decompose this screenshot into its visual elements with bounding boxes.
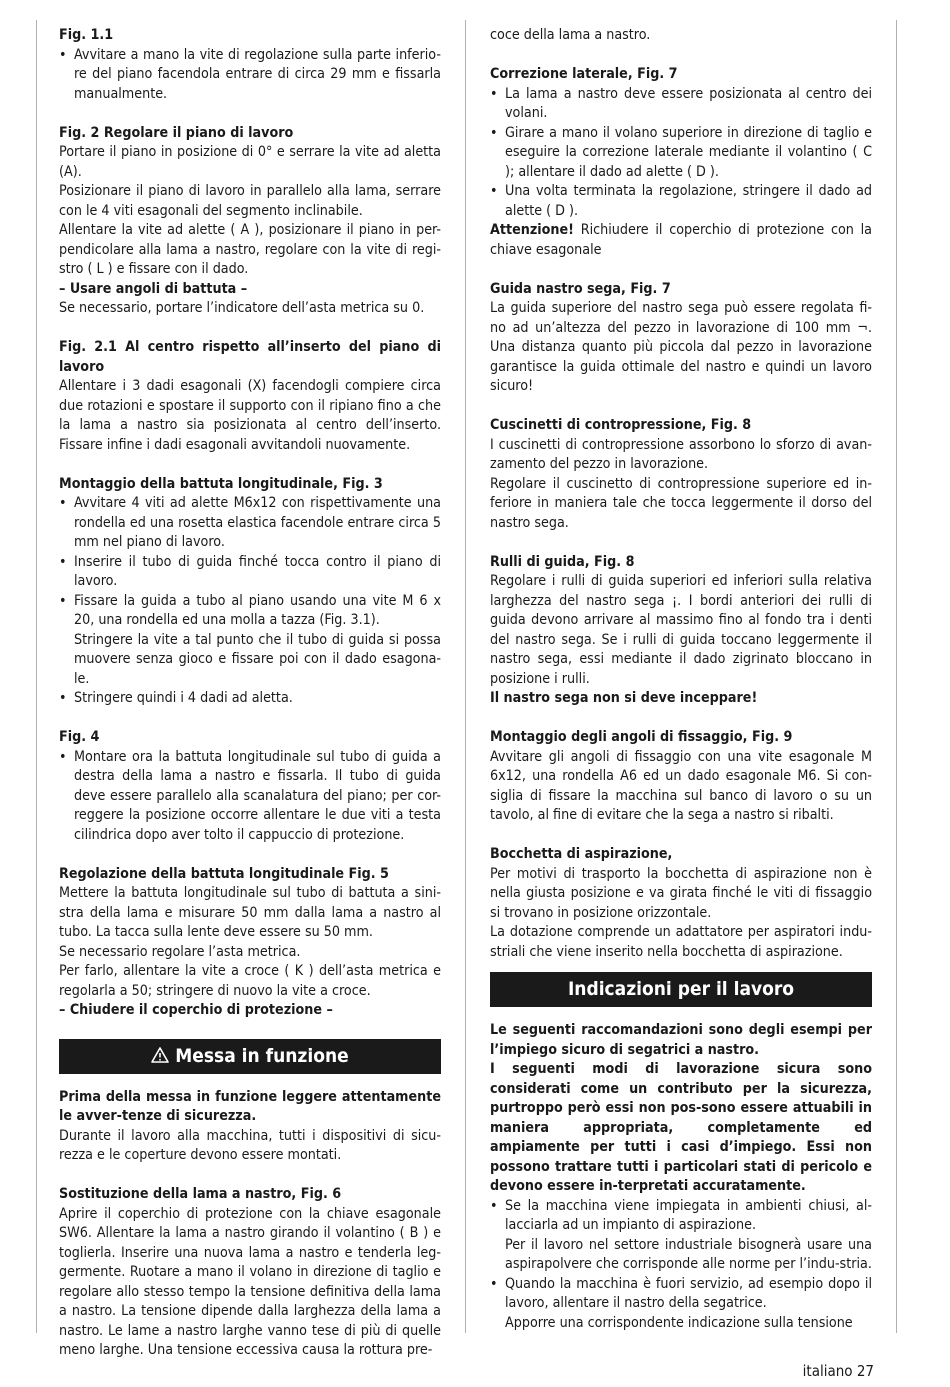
- bullet-item: • La lama a nastro deve essere posizionata al centro dei volani.: [490, 85, 872, 124]
- right-column: [490, 26, 872, 1333]
- section-banner-indicazioni: [490, 972, 872, 1007]
- paragraph: Avvitare gli angoli di fissaggio con una vite esagonale M 6x12, una rondella A6 ed un dado esagonale M6. Si con-siglia di fissare la macchina sul banco di lavoro o su un tavolo, al fine di evitare che la sega a nastro si ribalti.: [490, 748, 872, 823]
- bullet-item: • Inserire il tubo di guida finché tocca contro il piano di lavoro.: [59, 553, 441, 592]
- section-heading: Fig. 2.1 Al centro rispetto all’inserto del piano di lavoro: [59, 339, 441, 375]
- paragraph: La dotazione comprende un adattatore per aspiratori indu-striali che viene inserito nella bocchetta di aspirazione.: [490, 924, 872, 960]
- section-heading: Correzione laterale, Fig. 7: [490, 66, 678, 82]
- bullet-continuation: Apporre una corrispondente indicazione sulla tensione: [505, 1314, 853, 1331]
- bullet-item: • Se la macchina viene impiegata in ambienti chiusi, al-lacciarla ad un impianto di aspirazione.: [490, 1197, 872, 1236]
- section-heading: Fig. 4: [59, 729, 100, 745]
- paragraph: Allentare la vite ad alette ( A ), posizionare il piano in per-pendicolare alla lama a nastro, regolare con la vite di regi-stro ( L ) e fissare con il dado.: [59, 222, 441, 277]
- column-divider-rule: [465, 20, 466, 1333]
- bullet-item: • Quando la macchina è fuori servizio, ad esempio dopo il lavoro, allentare il nastro della segatrice.: [490, 1275, 872, 1314]
- paragraph: La guida superiore del nastro sega può essere regolata fi-no ad un’altezza del pezzo in lavorazione di 100 mm ¬. Una distanza quanto più piccola dal pezzo in lavorazione garantisce la guida ottimale del nastro e quindi un lavoro sicuro!: [490, 300, 872, 394]
- section-heading: Bocchetta di aspirazione,: [490, 846, 673, 862]
- paragraph: Posizionare il piano di lavoro in parallelo alla lama, serrare con le 4 viti esagonali del segmento inclinabile.: [59, 183, 441, 219]
- bold-paragraph: Prima della messa in funzione leggere attentamente le avver-tenze di sicurezza.: [59, 1088, 441, 1124]
- paragraph: coce della lama a nastro.: [490, 27, 651, 43]
- attention-text: Richiudere il coperchio di protezione con la chiave esagonale: [490, 222, 872, 258]
- section-heading: Sostituzione della lama a nastro, Fig. 6: [59, 1186, 342, 1202]
- attention-note: [490, 221, 872, 260]
- bullet-item: • Una volta terminata la regolazione, stringere il dado ad alette ( D ).: [490, 182, 872, 221]
- paragraph: I cuscinetti di contropressione assorbono lo sforzo di avan-zamento del pezzo in lavorazione.: [490, 436, 872, 472]
- bullet-item: • Stringere quindi i 4 dadi ad aletta.: [59, 689, 441, 709]
- paragraph: Mettere la battuta longitudinale sul tubo di battuta a sini-stra della lama e misurare 50 mm dalla lama a nastro al tubo. La tacca sulla lente deve essere su 50 mm.: [59, 885, 441, 940]
- left-margin-rule: [36, 20, 37, 1333]
- paragraph: Durante il lavoro alla macchina, tutti i dispositivi di sicu-rezza e le coperture devono essere montati.: [59, 1127, 441, 1163]
- bold-paragraph: I seguenti modi di lavorazione sicura sono considerati come un contributo per la sicurezza, purtroppo però essi non pos-sono essere attuabili in maniera appropriata, completamente ed ampiamente per tutti i casi d’impiego. Essi non possono trattare tutti i particolari stati di pericolo e devono essere in-terpretati accuratamente.: [490, 1061, 872, 1194]
- paragraph: Per farlo, allentare la vite a croce ( K ) dell’asta metrica e regolarla a 50; stringere di nuovo la vite a croce.: [59, 963, 441, 999]
- bold-paragraph: Le seguenti raccomandazioni sono degli esempi per l’impiego sicuro di segatrici a nastro.: [490, 1022, 872, 1058]
- section-heading: Fig. 2 Regolare il piano di lavoro: [59, 124, 294, 141]
- right-margin-rule: [896, 20, 897, 1333]
- section-heading: Regolazione della battuta longitudinale Fig. 5: [59, 865, 389, 882]
- bullet-item: • Fissare la guida a tubo al piano usando una vite M 6 x 20, una rondella ed una molla a tazza (Fig. 3.1).: [59, 592, 441, 631]
- paragraph: Se necessario regolare l’asta metrica.: [59, 943, 301, 960]
- left-column: [59, 26, 441, 1361]
- bullet-continuation: Per il lavoro nel settore industriale bisognerà usare una aspirapolvere che corrisponde alle norme per l’indu-stria.: [505, 1236, 872, 1272]
- bold-warning: Il nastro sega non si deve inceppare!: [490, 690, 758, 706]
- section-heading: Cuscinetti di contropressione, Fig. 8: [490, 417, 752, 433]
- section-heading: Rulli di guida, Fig. 8: [490, 553, 635, 570]
- section-heading: Montaggio della battuta longitudinale, Fig. 3: [59, 475, 383, 492]
- page-number: italiano 27: [802, 1362, 874, 1380]
- bullet-continuation: Stringere la vite a tal punto che il tubo di guida si possa muovere senza gioco e fissare poi con il dado esagona-le.: [74, 631, 441, 687]
- attention-label: Attenzione!: [490, 222, 574, 238]
- section-heading: Montaggio degli angoli di fissaggio, Fig. 9: [490, 729, 793, 745]
- bullet-item: • Girare a mano il volano superiore in direzione di taglio e eseguire la correzione laterale mediante il volantino ( C ); allentare il dado ad alette ( D ).: [490, 124, 872, 183]
- warning-triangle-icon: [151, 1047, 169, 1063]
- banner-title: Indicazioni per il lavoro: [567, 978, 795, 1000]
- bullet-item: • Montare ora la battuta longitudinale sul tubo di guida a destra della lama a nastro e fissarla. Il tubo di guida deve essere parallelo alla scanalatura del piano; per cor-reggere la posizione occorre allentare le due viti a testa cilindrica dopo aver tolto il cappuccio di protezione.: [59, 748, 441, 846]
- paragraph: Aprire il coperchio di protezione con la chiave esagonale SW6. Allentare la lama a nastro girando il volantino ( B ) e toglierla. Inserire una nuova lama a nastro e tenderla leg-germente. Ruotare a mano il volano in direzione di taglio e regolare allo stesso tempo la tensione definitiva della lama a nastro. La tensione dipende dalla larghezza della lama a nastro. Le lame a nastro larghe vanno tese di più di quelle meno larghe. Una tensione eccessiva causa la rottura pre-: [59, 1205, 441, 1358]
- section-banner-messa-in-funzione: [59, 1039, 441, 1074]
- section-heading: Fig. 1.1: [59, 27, 114, 43]
- paragraph: Per motivi di trasporto la bocchetta di aspirazione non è nella giusta posizione e va girata finché le viti di fissaggio si trovano in posizione orizzontale.: [490, 865, 872, 921]
- paragraph: Portare il piano in posizione di 0° e serrare la vite ad aletta (A).: [59, 144, 441, 180]
- subheading: – Usare angoli di battuta –: [59, 280, 248, 297]
- bullet-item: • Avvitare 4 viti ad alette M6x12 con rispettivamente una rondella ed una rosetta elastica facendole entrare circa 5 mm nel piano di lavoro.: [59, 494, 441, 553]
- paragraph: Regolare il cuscinetto di contropressione superiore ed in-feriore in maniera tale che tocca leggermente il dorso del nastro sega.: [490, 475, 872, 531]
- bullet-item: • Avvitare a mano la vite di regolazione sulla parte inferio-re del piano facendola entrare di circa 29 mm e fissarla manualmente.: [59, 46, 441, 105]
- subheading: – Chiudere il coperchio di protezione –: [59, 1002, 333, 1018]
- paragraph: Se necessario, portare l’indicatore dell’asta metrica su 0.: [59, 300, 425, 316]
- banner-title: Messa in funzione: [175, 1044, 349, 1067]
- paragraph: Regolare i rulli di guida superiori ed inferiori sulla relativa larghezza del nastro sega ¡. I bordi anteriori dei rulli di guida devono arrivare al massimo fino al fondo tra i denti del nastro sega. Se i rulli di guida toccano leggermente il nastro sega, essi mediante il dado zigrinato bloccano in posizione i rulli.: [490, 573, 872, 687]
- paragraph: Allentare i 3 dadi esagonali (X) facendogli compiere circa due rotazioni e spostare il supporto con il ripiano fino a che la lama a nastro sia posizionata al centro dell’inserto. Fissare infine i dadi esagonali avvitandoli nuovamente.: [59, 378, 441, 453]
- section-heading: Guida nastro sega, Fig. 7: [490, 280, 671, 297]
